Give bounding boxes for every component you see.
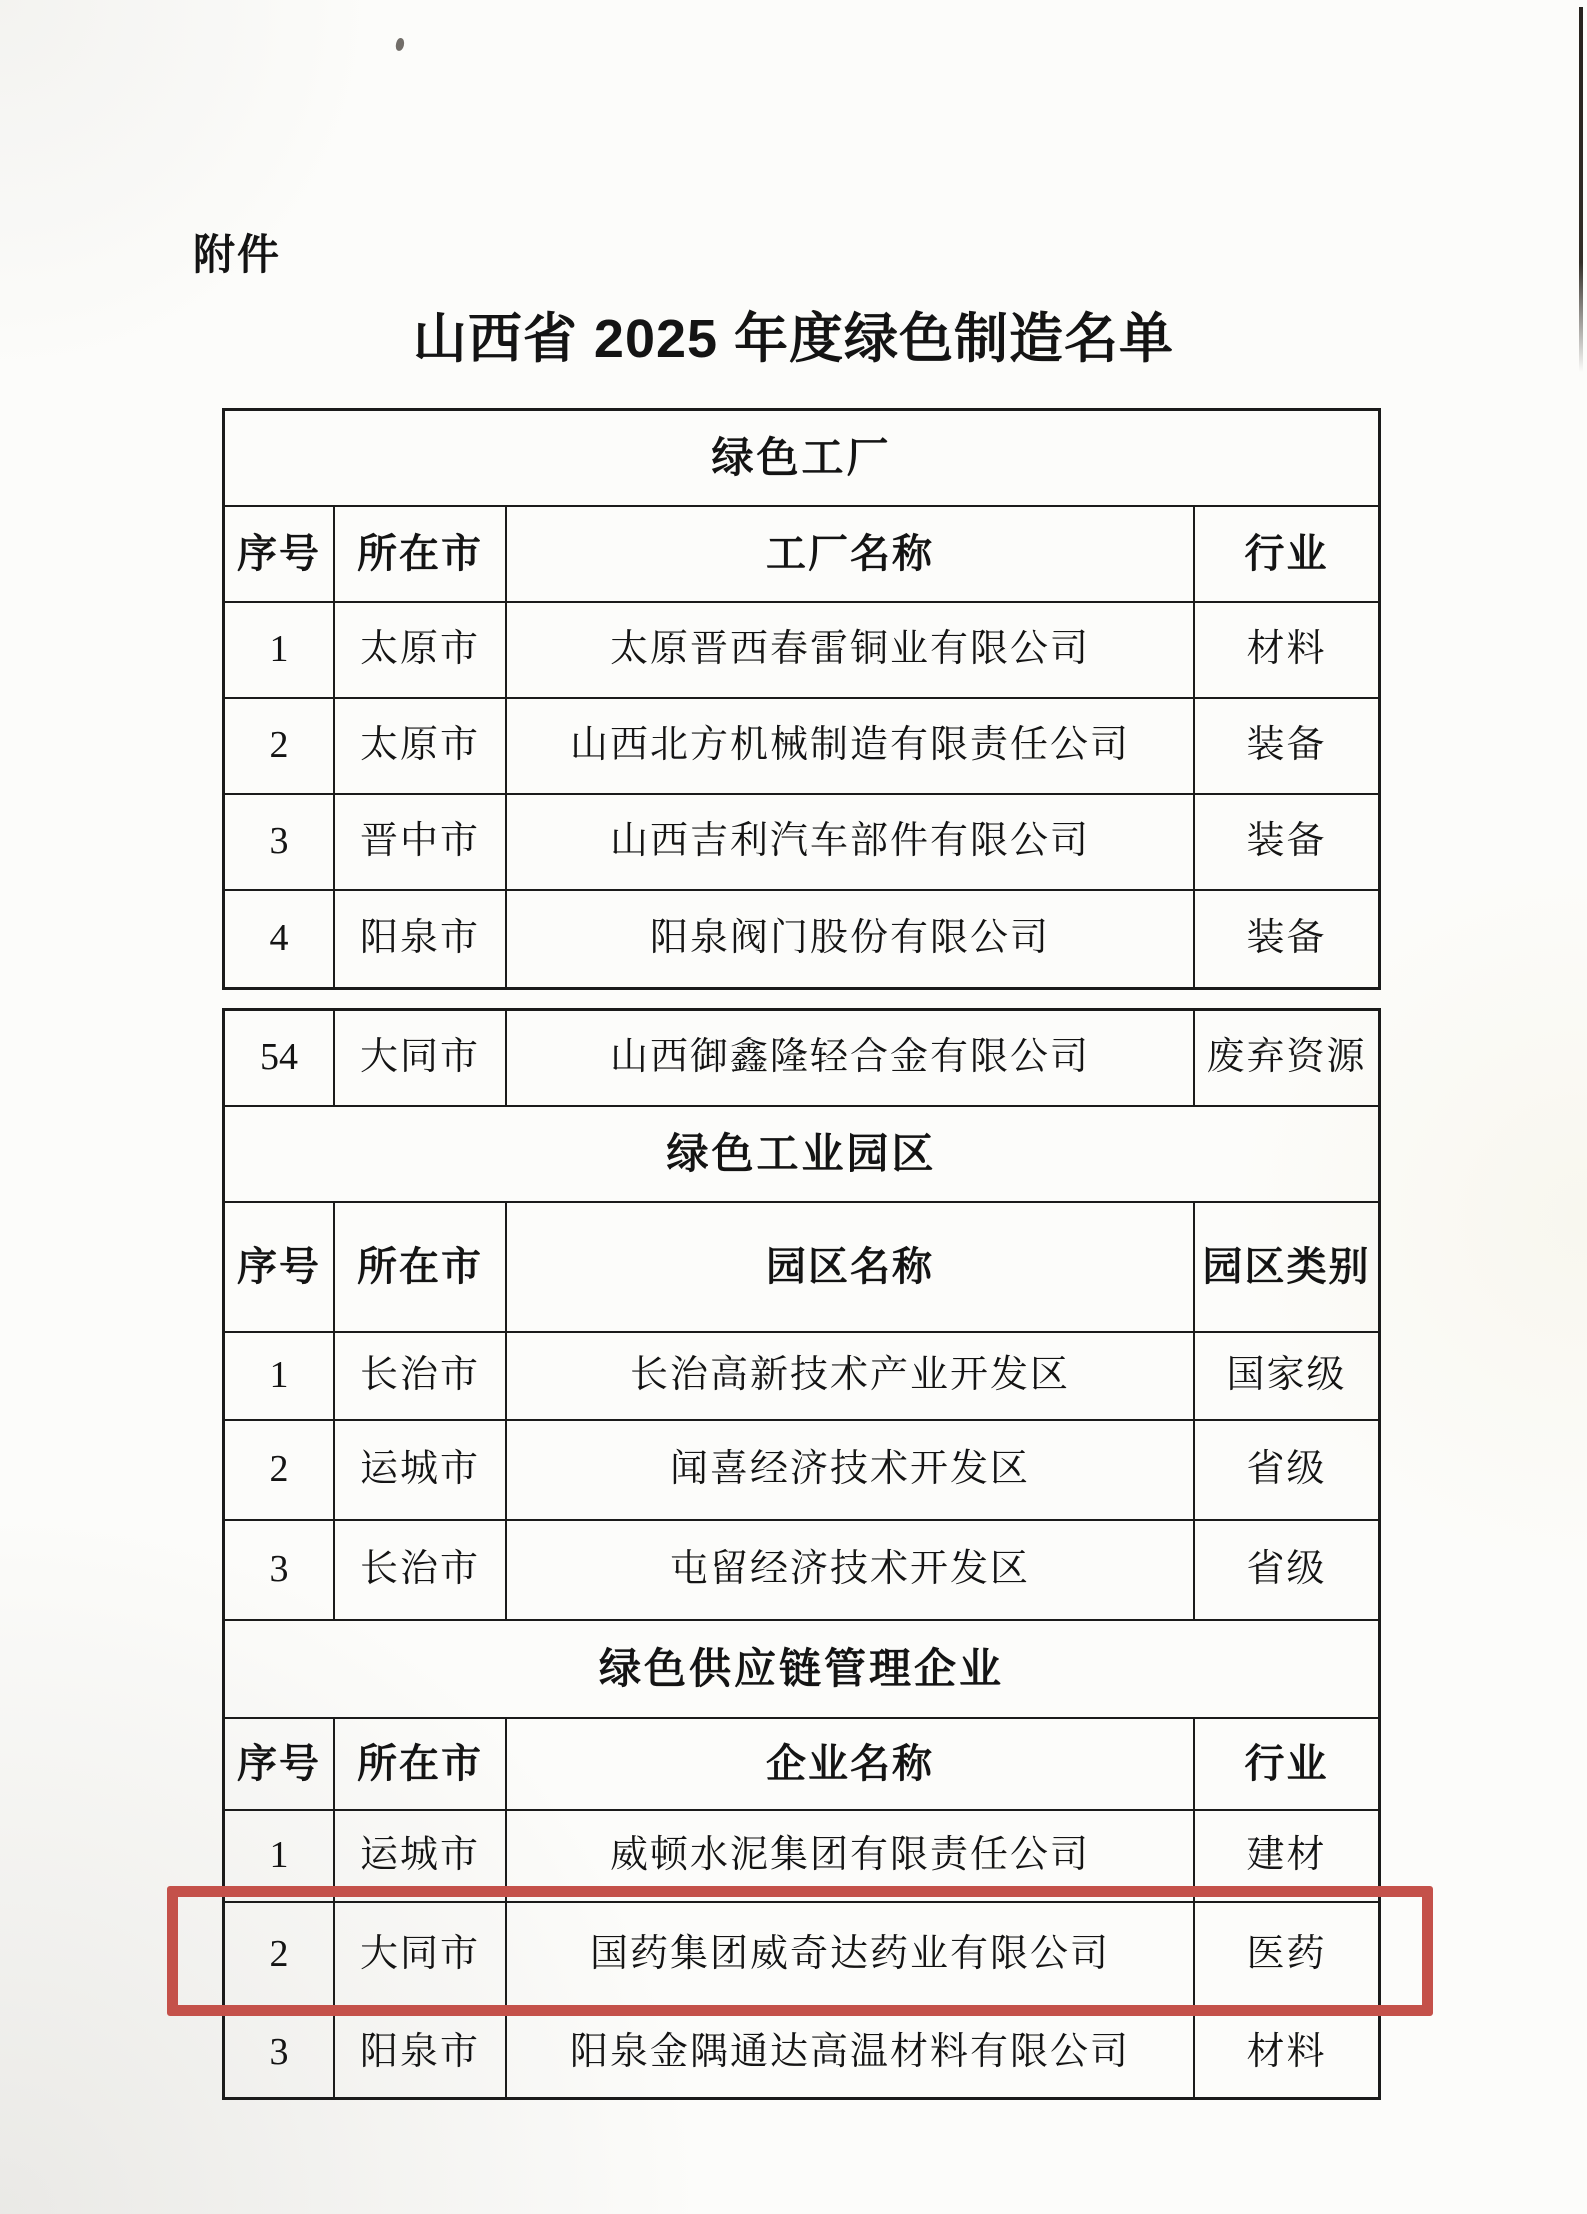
table-row-highlighted	[225, 1903, 1378, 2008]
cell-factory-name: 太原晋西春雷铜业有限公司	[507, 603, 1195, 697]
table-row	[225, 699, 1378, 795]
table-row	[225, 891, 1378, 987]
cell-park-name: 闻喜经济技术开发区	[507, 1421, 1195, 1519]
table-header-row	[225, 1719, 1378, 1811]
section-title: 绿色供应链管理企业	[598, 1644, 1004, 1692]
section-header-industrial-park	[225, 1107, 1378, 1203]
cell-industry: 装备	[1246, 820, 1327, 863]
cell-city: 太原市	[335, 603, 507, 697]
col-header-factory-name: 工厂名称	[507, 507, 1195, 601]
col-header-city: 所在市	[335, 507, 507, 601]
tables-continued	[222, 1008, 1381, 2100]
cell-park-name: 屯留经济技术开发区	[507, 1521, 1195, 1619]
cell-enterprise-name: 国药集团威奇达药业有限公司	[507, 1903, 1195, 2006]
cell-industry: 建材	[1246, 1834, 1327, 1877]
document-title: 山西省 2025 年度绿色制造名单	[412, 309, 1175, 369]
cell-park-category: 国家级	[1226, 1354, 1347, 1397]
cell-industry: 装备	[1246, 724, 1327, 767]
col-header-seq: 序号	[225, 1203, 335, 1331]
col-header-seq: 序号	[225, 507, 335, 601]
table-row	[225, 1811, 1378, 1903]
cell-park-name: 长治高新技术产业开发区	[507, 1333, 1195, 1419]
cell-industry: 装备	[1246, 917, 1327, 960]
table-row	[225, 2008, 1378, 2097]
cell-enterprise-name: 阳泉金隅通达高温材料有限公司	[507, 2008, 1195, 2097]
cell-seq: 1	[225, 1811, 335, 1901]
cell-seq: 1	[225, 1333, 335, 1419]
table-row	[225, 1521, 1378, 1621]
cell-factory-name: 山西北方机械制造有限责任公司	[507, 699, 1195, 793]
cell-city: 太原市	[335, 699, 507, 793]
attachment-label: 附件	[193, 231, 282, 278]
col-header-city: 所在市	[335, 1203, 507, 1331]
table-row	[225, 603, 1378, 699]
cell-city: 长治市	[335, 1333, 507, 1419]
section-header-supply-chain	[225, 1621, 1378, 1719]
table-row	[225, 1333, 1378, 1421]
cell-seq: 2	[225, 1421, 335, 1519]
cell-industry: 医药	[1246, 1932, 1327, 1975]
cell-city: 晋中市	[335, 795, 507, 889]
cell-seq: 54	[225, 1011, 335, 1105]
cell-park-category: 省级	[1246, 1448, 1327, 1491]
col-header-enterprise-name: 企业名称	[507, 1719, 1195, 1809]
cell-seq: 3	[225, 795, 335, 889]
col-header-city: 所在市	[335, 1719, 507, 1809]
col-header-industry: 行业	[1244, 532, 1329, 576]
cell-seq: 2	[225, 1903, 335, 2006]
table-row	[225, 1421, 1378, 1521]
cell-seq: 3	[225, 2008, 335, 2097]
cell-city: 阳泉市	[335, 891, 507, 987]
green-factory-table	[222, 408, 1381, 990]
cell-city: 运城市	[335, 1811, 507, 1901]
cell-city: 长治市	[335, 1521, 507, 1619]
table-row	[225, 1011, 1378, 1107]
section-header-green-factory	[225, 411, 1378, 507]
cell-factory-name: 阳泉阀门股份有限公司	[507, 891, 1195, 987]
table-row	[225, 795, 1378, 891]
scan-ink-dot-artifact	[395, 37, 406, 52]
col-header-park-category: 园区类别	[1202, 1245, 1371, 1289]
cell-seq: 3	[225, 1521, 335, 1619]
section-title: 绿色工厂	[711, 433, 892, 481]
cell-factory-name: 山西吉利汽车部件有限公司	[507, 795, 1195, 889]
cell-seq: 1	[225, 603, 335, 697]
cell-factory-name: 山西御鑫隆轻合金有限公司	[507, 1011, 1195, 1105]
cell-industry: 废弃资源	[1206, 1036, 1367, 1079]
cell-city: 运城市	[335, 1421, 507, 1519]
cell-city: 阳泉市	[335, 2008, 507, 2097]
cell-industry: 材料	[1246, 2030, 1327, 2073]
col-header-seq: 序号	[225, 1719, 335, 1809]
cell-enterprise-name: 威顿水泥集团有限责任公司	[507, 1811, 1195, 1901]
table-header-row	[225, 507, 1378, 603]
cell-seq: 2	[225, 699, 335, 793]
cell-city: 大同市	[335, 1903, 507, 2006]
table-header-row	[225, 1203, 1378, 1333]
cell-city: 大同市	[335, 1011, 507, 1105]
cell-park-category: 省级	[1246, 1548, 1327, 1591]
col-header-industry: 行业	[1244, 1742, 1329, 1786]
cell-seq: 4	[225, 891, 335, 987]
section-title: 绿色工业园区	[666, 1129, 937, 1177]
col-header-park-name: 园区名称	[507, 1203, 1195, 1331]
cell-industry: 材料	[1246, 628, 1327, 671]
